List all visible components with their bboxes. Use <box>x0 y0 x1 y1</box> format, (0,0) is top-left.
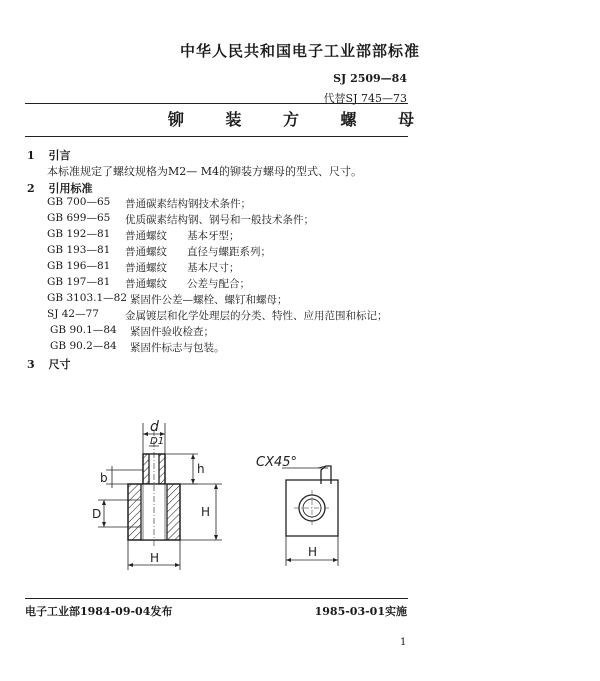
reference-desc: 普通螺纹 基本牙型； <box>125 230 240 242</box>
standard-code: SJ 2509—84 <box>333 72 407 85</box>
section-number: 2 <box>27 182 35 195</box>
effective-date: 1985-03-01实施 <box>314 605 407 618</box>
reference-code: GB 699—65 <box>47 212 111 224</box>
square-view <box>286 466 338 536</box>
page-number: 1 <box>400 637 407 648</box>
reference-code: GB 193—81 <box>47 244 111 256</box>
reference-desc: 普通螺纹 公差与配合； <box>125 278 251 290</box>
replaces-code: 代替SJ 745—73 <box>323 92 407 105</box>
label-H-horizontal: H <box>150 551 160 565</box>
reference-desc: 紧固件公差—螺栓、螺钉和螺母； <box>130 294 288 306</box>
document-title: 铆 装 方 螺 母 <box>167 110 433 129</box>
label-h: h <box>197 462 205 476</box>
reference-desc: 普通螺纹 直径与螺距系列； <box>125 246 272 258</box>
reference-desc: 紧固件标志与包装。 <box>130 342 225 354</box>
section-1-text: 本标准规定了螺纹规格为M2— M4的铆装方螺母的型式、尺寸。 <box>47 165 363 178</box>
section-number: 3 <box>27 358 35 371</box>
section-title: 引用标准 <box>48 182 93 195</box>
footer-rule <box>25 598 408 599</box>
reference-desc: 金属镀层和化学处理层的分类、特性、应用范围和标记； <box>125 310 388 322</box>
reference-desc: 紧固件验收检查； <box>130 326 214 338</box>
reference-code: GB 700—65 <box>47 196 111 208</box>
label-d1: D1 <box>150 436 165 447</box>
label-D: D <box>92 507 102 521</box>
ministry-header: 中华人民共和国电子工业部部标准 <box>179 42 420 60</box>
label-H-right: H <box>308 545 318 559</box>
reference-code: GB 192—81 <box>47 228 111 240</box>
reference-desc: 普通螺纹 基本尺寸； <box>125 262 240 274</box>
section-title: 引言 <box>48 149 71 162</box>
reference-code: SJ 42—77 <box>47 308 99 320</box>
reference-code: GB 3103.1—82 <box>47 292 128 304</box>
label-chamfer: CX45° <box>256 455 298 470</box>
section-number: 1 <box>27 149 35 162</box>
reference-code: GB 90.2—84 <box>50 340 117 352</box>
reference-desc: 优质碳素结构钢、钢号和一般技术条件； <box>125 214 314 226</box>
label-d: d <box>150 419 159 435</box>
reference-code: GB 196—81 <box>47 260 111 272</box>
reference-desc: 普通碳素结构钢技术条件； <box>125 198 251 210</box>
label-b: b <box>100 471 108 485</box>
reference-code: GB 90.1—84 <box>50 324 117 336</box>
label-H-vertical: H <box>201 505 211 519</box>
publish-date: 电子工业部1984-09-04发布 <box>25 605 173 618</box>
section-title: 尺寸 <box>48 358 71 371</box>
reference-code: GB 197—81 <box>47 276 111 288</box>
section-view <box>128 430 180 548</box>
